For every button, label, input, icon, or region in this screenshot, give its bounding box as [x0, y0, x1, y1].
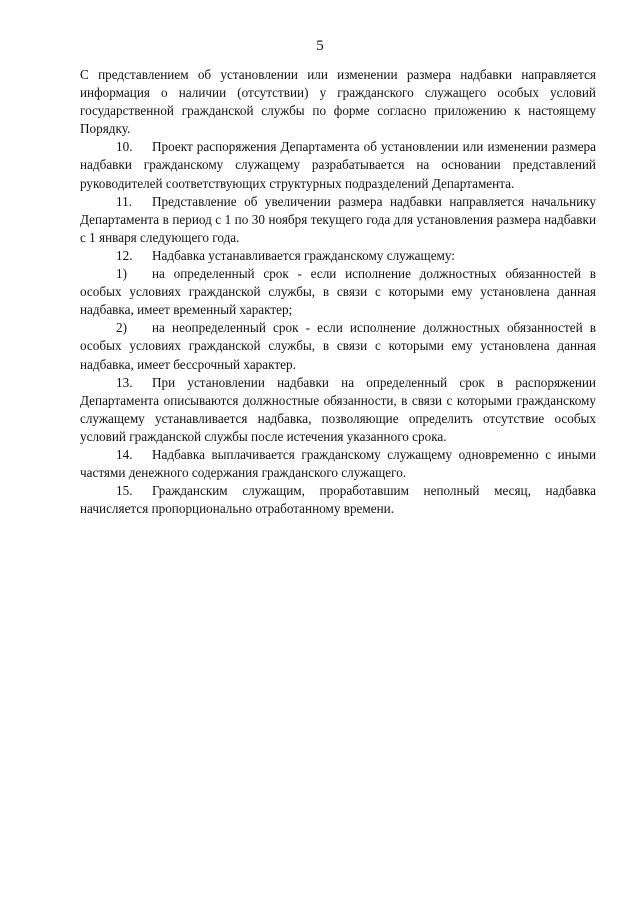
paragraph-text: Надбавка устанавливается гражданскому служащему: [152, 247, 455, 263]
paragraph-14 [80, 446, 596, 482]
paragraph-number: 12. [116, 247, 133, 263]
subparagraph-number: 1) [116, 266, 127, 282]
paragraph-number: 10. [116, 139, 133, 155]
paragraph-text: Представление об увеличении размера надбавки направляется начальнику Департамента в период с 1 по 30 ноября текущего года для установления размера надбавки с 1 января следующего года. [80, 193, 596, 245]
paragraph-number: 11. [116, 193, 132, 209]
paragraph-12 [80, 247, 596, 265]
paragraph-number: 14. [116, 446, 133, 462]
page-number: 5 [316, 38, 324, 54]
subparagraph-number: 2) [116, 320, 127, 336]
paragraph-text: С представлением об установлении или изменении размера надбавки направляется информация о наличии (отсутствии) у гражданского служащего особых условий государственной гражданской службы по форме согласно приложению к настоящему Порядку. [80, 67, 596, 137]
paragraph-text: Гражданским служащим, проработавшим неполный месяц, надбавка начисляется пропорционально отработанному времени. [80, 483, 596, 517]
subparagraph-1 [80, 265, 596, 319]
subparagraph-2 [80, 319, 596, 373]
paragraph-text: Проект распоряжения Департамента об установлении или изменении размера надбавки гражданскому служащему разрабатывается на основании представлений руководителей соответствующих структурных подразделений Департамента. [80, 139, 596, 191]
paragraph-15 [80, 482, 596, 518]
paragraph-number: 15. [116, 483, 133, 499]
paragraph-10 [80, 138, 596, 192]
paragraph-intro [80, 66, 596, 138]
paragraph-text: Надбавка выплачивается гражданскому служащему одновременно с иными частями денежного содержания гражданского служащего. [80, 446, 596, 481]
subparagraph-text: на определенный срок - если исполнение должностных обязанностей в особых условиях гражданской службы, в связи с которыми ему установлена данная надбавка, имеет временный характер; [80, 266, 596, 318]
paragraph-11 [80, 193, 596, 247]
paragraph-13 [80, 374, 596, 446]
paragraph-text: При установлении надбавки на определенный срок в распоряжении Департамента описываются должностные обязанности, в связи с которыми гражданскому служащему устанавливается надбавка, позволяющие определить отсутствие особых условий гражданской службы после истечения указанного срока. [80, 374, 596, 444]
paragraph-number: 13. [116, 374, 133, 390]
document-body [80, 66, 596, 518]
subparagraph-text: на неопределенный срок - если исполнение должностных обязанностей в особых условиях гражданской службы, в связи с которыми ему установлена данная надбавка, имеет бессрочный характер. [80, 320, 596, 372]
